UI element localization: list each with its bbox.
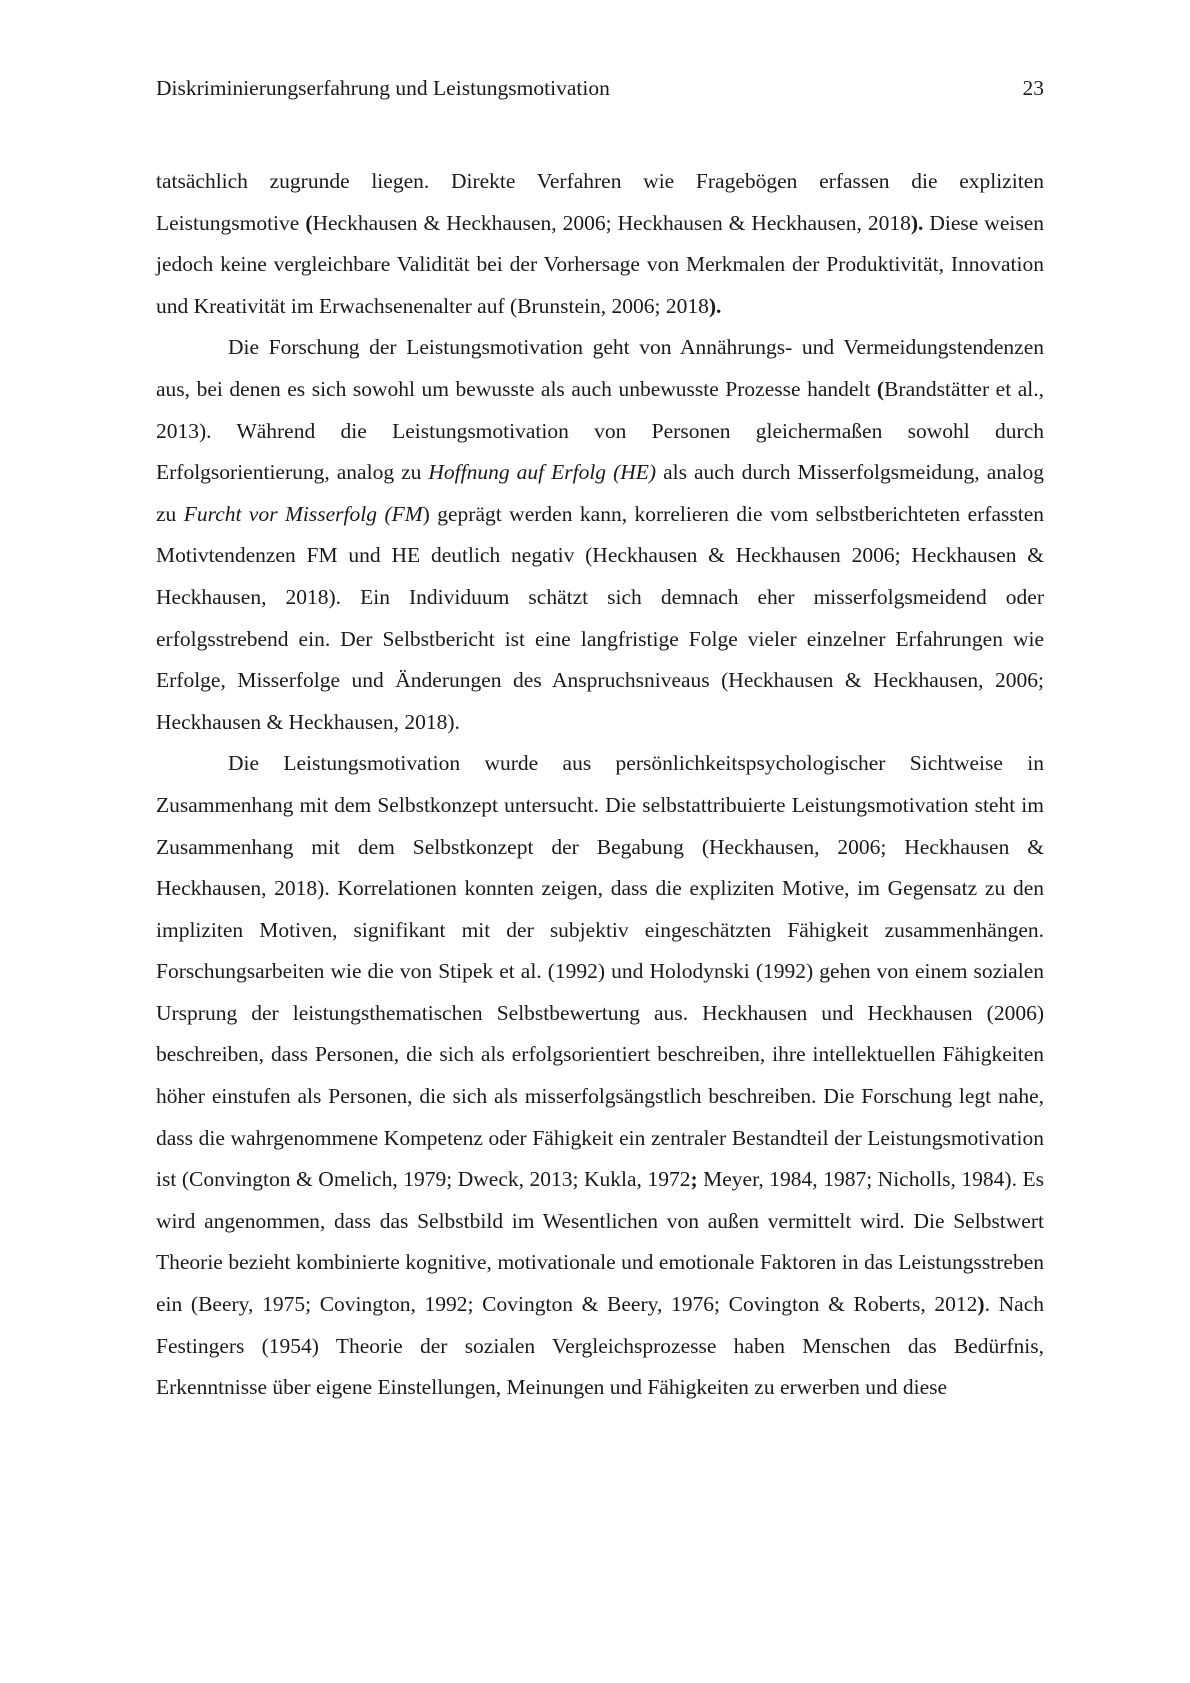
text-run: Heckhausen & Heckhausen, 2006; Heckhausen & Heckhausen, 2018 (312, 210, 911, 235)
text-run: Meyer, 1984, 1987; Nicholls, 1984). Es wird angenommen, dass das Selbstbild im Wesentlichen von außen vermittelt wird. Die Selbstwert Theorie bezieht kombinierte kognitive, motivationale und emotionale Faktoren in das Leistungsstreben ein (Beery, 1975; Covington, 1992; Covington & Beery, 1976; Covington & Roberts, 2012 (156, 1167, 1044, 1317)
bold-punctuation: ). (708, 293, 722, 318)
paragraph (156, 743, 1044, 1409)
text-run: Diese weisen jedoch keine vergleichbare Validität bei der Vorhersage von Merkmalen der Produktivität, Innovation und Kreativität im Erwachsenenalter auf (Brunstein, 2006; 2018 (156, 210, 1045, 318)
text-run: Die Forschung der Leistungsmotivation geht von Annährungs- und Vermeidungstendenzen aus, bei denen es sich sowohl um bewusste als auch unbewusste Prozesse handelt (156, 335, 1044, 401)
bold-punctuation: ( (305, 210, 313, 235)
running-title: Diskriminierungserfahrung und Leistungsmotivation (156, 76, 610, 100)
bold-punctuation: ( (876, 376, 885, 401)
text-run: Brandstätter et al., 2013). Während die Leistungsmotivation von Personen gleichermaßen sowohl durch Erfolgsorientierung, analog zu (156, 376, 1044, 485)
italic-term: Hoffnung auf Erfolg (HE) (428, 460, 657, 485)
text-run: als auch durch Misserfolgsmeidung, analog zu (156, 460, 1044, 526)
bold-punctuation: ; (690, 1167, 698, 1192)
paragraph (156, 327, 1044, 743)
bold-punctuation: ). (910, 210, 924, 235)
paragraph (156, 161, 1044, 327)
bold-punctuation: ) (977, 1292, 985, 1317)
body-text (156, 161, 1044, 1409)
text-run: ) geprägt werden kann, korrelieren die vom selbstberichteten erfassten Motivtendenzen FM und HE deutlich negativ (Heckhausen & Heckhausen 2006; Heckhausen & Heckhausen, 2018). Ein Individuum schätzt sich demnach eher misserfolgsmeidend oder erfolgsstrebend ein. Der Selbstbericht ist eine langfristige Folge vieler einzelner Erfahrungen wie Erfolge, Misserfolge und Änderungen des Anspruchsniveaus (Heckhausen & Heckhausen, 2006; Heckhausen & Heckhausen, 2018). (156, 501, 1044, 734)
text-run: tatsächlich zugrunde liegen. Direkte Verfahren wie Fragebögen erfassen die expliziten Leistungsmotive (156, 169, 1044, 235)
text-run: Die Leistungsmotivation wurde aus persönlichkeitspsychologischer Sichtweise in Zusammenhang mit dem Selbstkonzept untersucht. Die selbstattribuierte Leistungsmotivation steht im Zusammenhang mit dem Selbstkonzept der Begabung (Heckhausen, 2006; Heckhausen & Heckhausen, 2018). Korrelationen konnten zeigen, dass die expliziten Motive, im Gegensatz zu den impliziten Motiven, signifikant mit der subjektiv eingeschätzten Fähigkeit zusammenhängen. Forschungsarbeiten wie die von Stipek et al. (1992) und Holodynski (1992) gehen von einem sozialen Ursprung der leistungsthematischen Selbstbewertung aus. Heckhausen und Heckhausen (2006) beschreiben, dass Personen, die sich als erfolgsorientiert beschreiben, ihre intellektuellen Fähigkeiten höher einstufen als Personen, die sich als misserfolgsängstlich beschreiben. Die Forschung legt nahe, dass die wahrgenommene Kompetenz oder Fähigkeit ein zentraler Bestandteil der Leistungsmotivation ist (Convington & Omelich, 1979; Dweck, 2013; Kukla, 1972 (156, 751, 1044, 1192)
italic-term: Furcht vor Misserfolg (FM (183, 501, 423, 526)
running-head (156, 72, 1044, 104)
page-number: 23 (1022, 76, 1044, 100)
text-run: . Nach Festingers (1954) Theorie der sozialen Vergleichsprozesse haben Menschen das Bedürfnis, Erkenntnisse über eigene Einstellungen, Meinungen und Fähigkeiten zu erwerben und diese (156, 1292, 1044, 1400)
